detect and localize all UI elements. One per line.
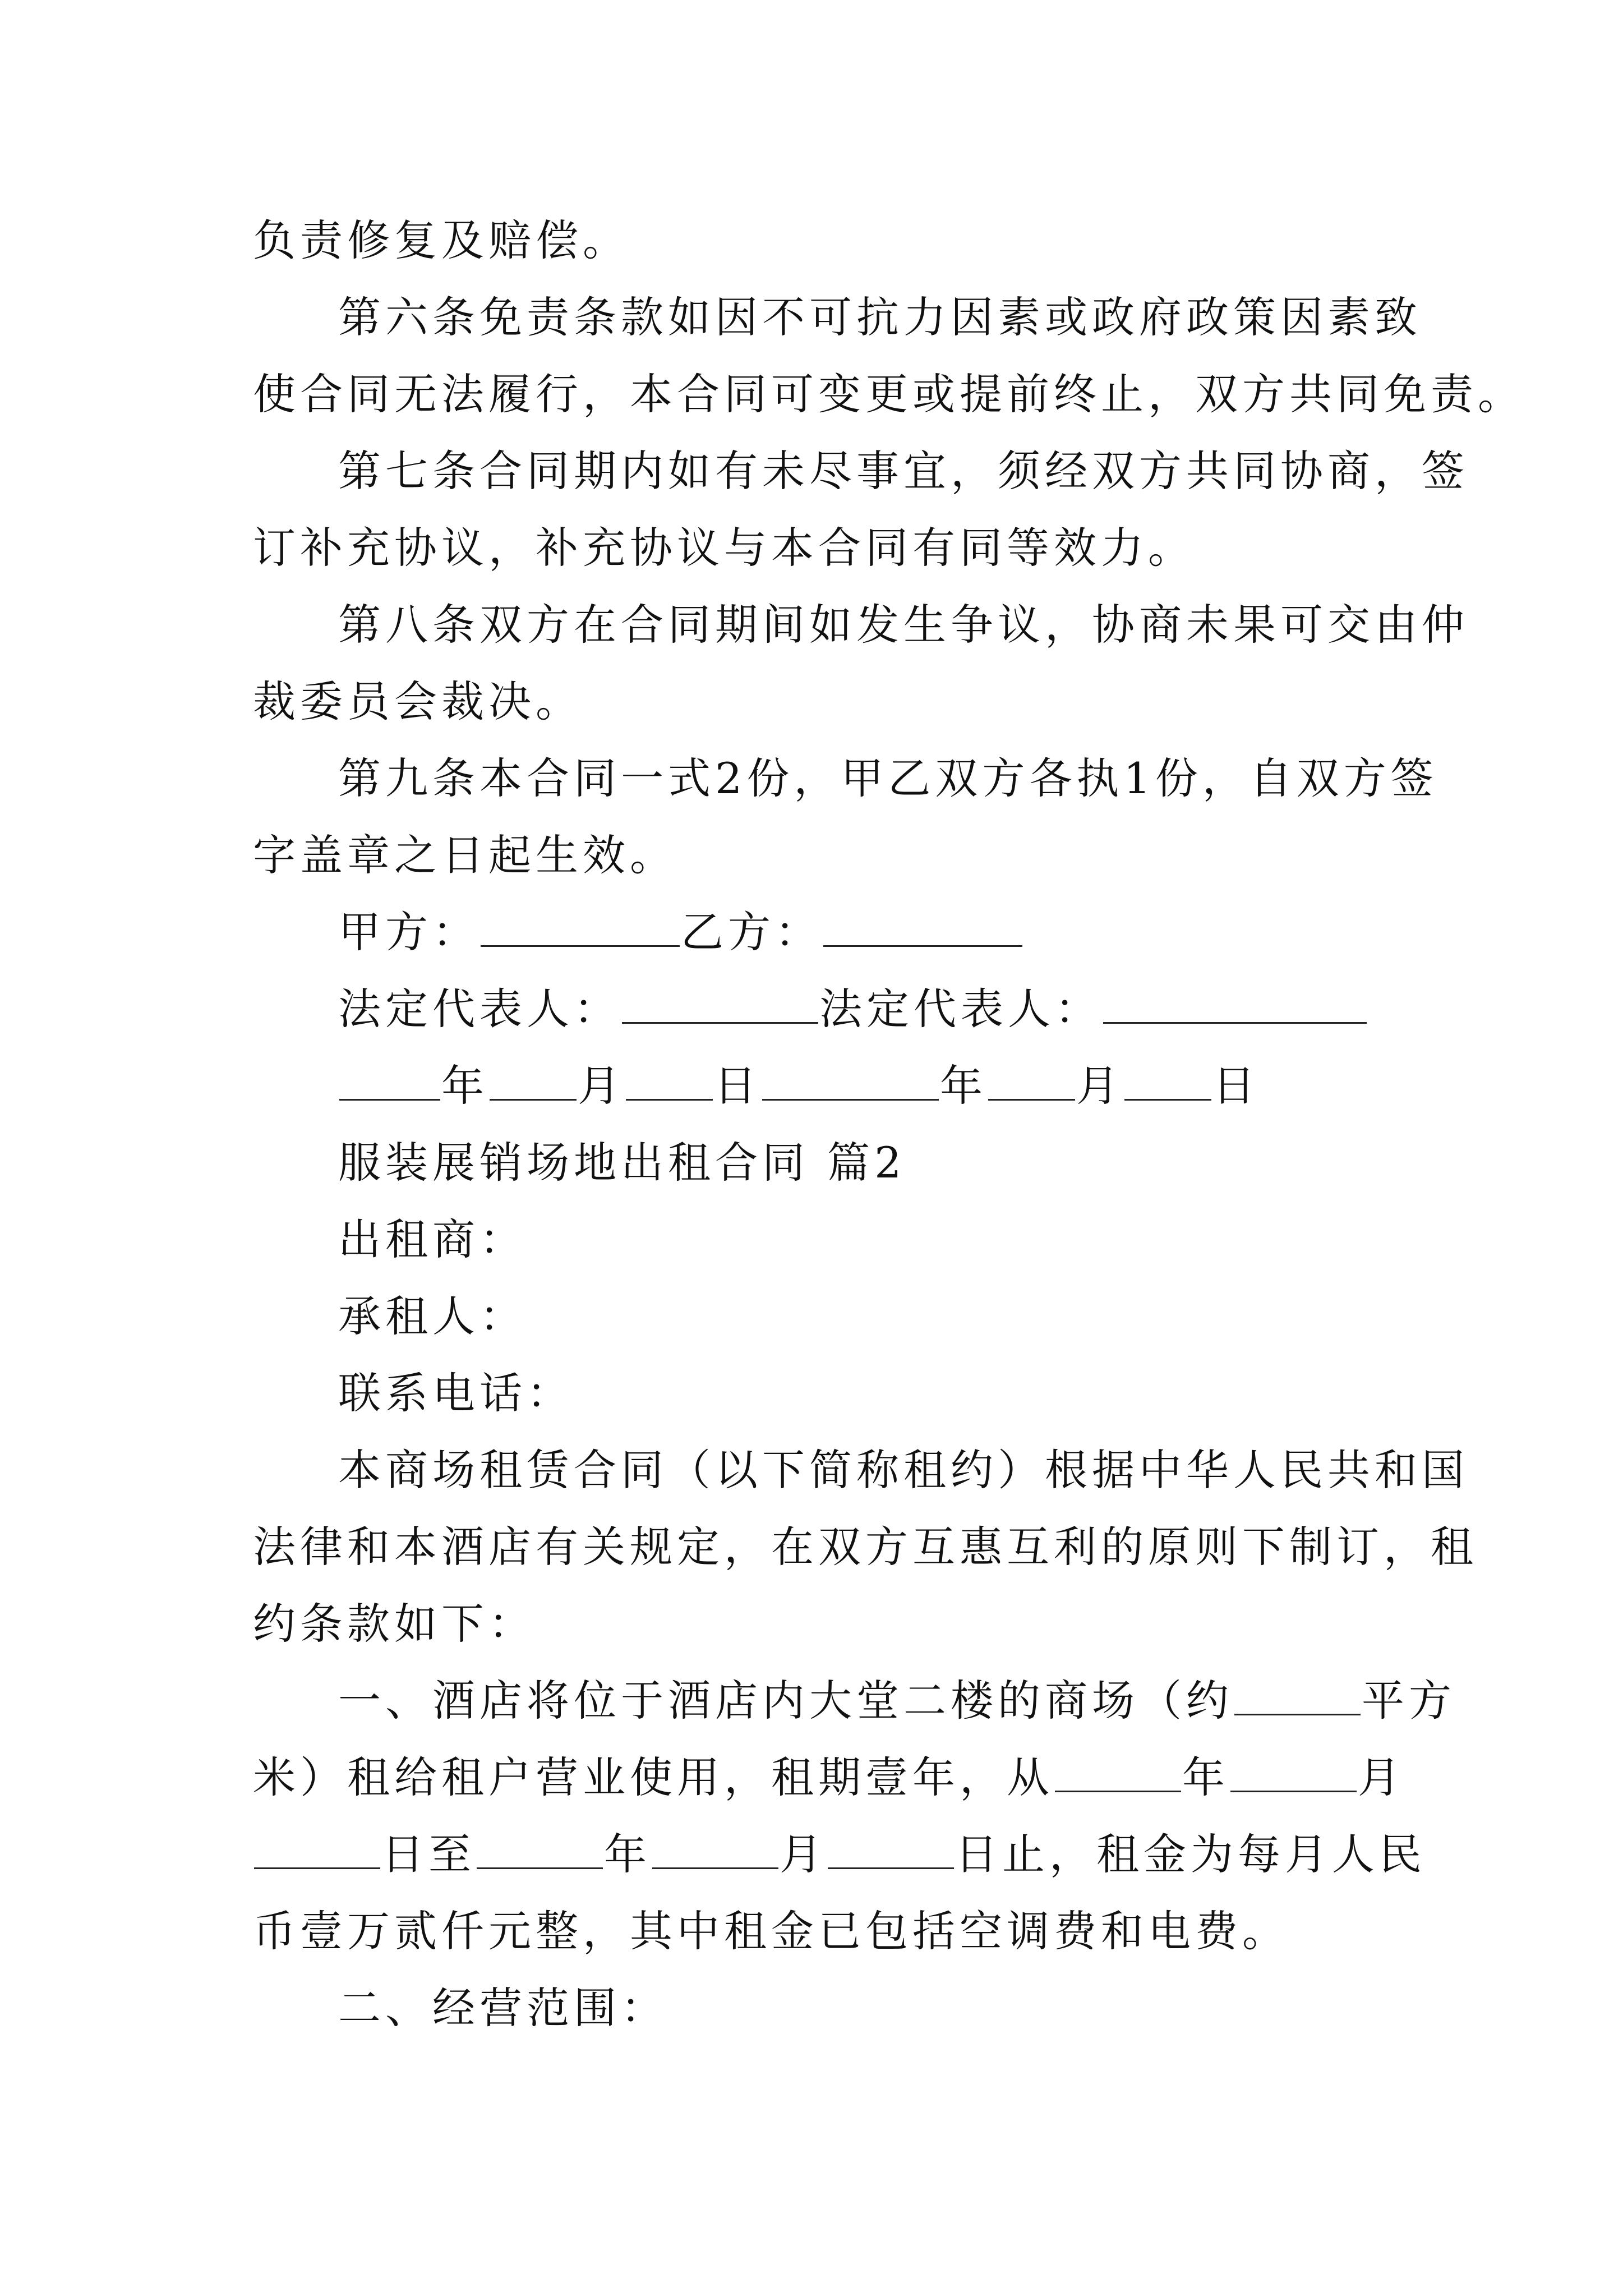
clause-1-text-a: 一、酒店将位于酒店内大堂二楼的商场（约 [338, 1676, 1233, 1726]
clause-9-line-1: 第九条本合同一式2份，甲乙双方各执1份，自双方签 [338, 753, 1438, 803]
day-end-label: 日止，租金为每月人民 [955, 1829, 1426, 1879]
start-month-blank[interactable] [1230, 1751, 1357, 1792]
legal-rep-b-label: 法定代表人： [819, 984, 1102, 1034]
lessee-line: 承租人： [338, 1291, 527, 1341]
section-2-title: 服装展销场地出租合同 篇2 [338, 1138, 906, 1188]
clause-1-line-2 [253, 1739, 1405, 1816]
clause-1-line-4: 币壹万贰仟元整，其中租金已包括空调费和电费。 [253, 1906, 1289, 1956]
start-day-blank[interactable] [254, 1828, 380, 1869]
day-b-blank[interactable] [1124, 1060, 1211, 1101]
intro-line-1: 本商场租赁合同（以下简称租约）根据中华人民共和国 [338, 1445, 1469, 1495]
clause-8-line-1: 第八条双方在合同期间如发生争议，协商未果可交由仲 [338, 600, 1469, 650]
month-a-blank[interactable] [490, 1060, 577, 1101]
party-b-label: 乙方： [681, 907, 822, 957]
end-month-blank[interactable] [652, 1828, 778, 1869]
year-a-blank[interactable] [339, 1060, 440, 1101]
legal-rep-a-blank[interactable] [622, 983, 818, 1024]
intro-line-2: 法律和本酒店有关规定，在双方互惠互利的原则下制订，租 [253, 1522, 1478, 1572]
month-b-blank[interactable] [988, 1060, 1075, 1101]
legal-rep-b-blank[interactable] [1103, 983, 1367, 1024]
day-to-label: 日至 [381, 1829, 476, 1879]
start-year-label: 年 [1182, 1752, 1229, 1802]
legal-rep-line [253, 970, 1385, 1047]
clause-1-text-b: 平方 [1362, 1676, 1456, 1726]
clause-1-line-1 [253, 1662, 1456, 1739]
end-month-label: 月 [780, 1829, 827, 1879]
clause-1-text-c: 米）租给租户营业使用，租期壹年，从 [253, 1752, 1054, 1802]
month-a-label: 月 [578, 1061, 625, 1111]
contract-clauses [253, 202, 1525, 2046]
year-b-label: 年 [940, 1061, 987, 1111]
text-line: 负责修复及赔偿。 [253, 215, 630, 265]
legal-rep-a-label: 法定代表人： [338, 984, 621, 1034]
start-year-blank[interactable] [1055, 1751, 1181, 1792]
area-blank[interactable] [1234, 1674, 1361, 1715]
clause-9-line-2: 字盖章之日起生效。 [253, 830, 677, 880]
party-a-label: 甲方： [338, 907, 479, 957]
year-b-blank[interactable] [762, 1060, 939, 1101]
party-a-blank[interactable] [481, 906, 680, 947]
clause-7-line-1: 第七条合同期内如有未尽事宜，须经双方共同协商，签 [338, 446, 1469, 496]
phone-line: 联系电话： [338, 1368, 574, 1418]
end-day-blank[interactable] [828, 1828, 954, 1869]
party-b-blank[interactable] [823, 906, 1022, 947]
clause-6-line-1: 第六条免责条款如因不可抗力因素或政府政策因素致 [338, 292, 1422, 342]
clause-7-line-2: 订补充协议，补充协议与本合同有同等效力。 [253, 523, 1195, 573]
day-a-blank[interactable] [626, 1060, 713, 1101]
end-year-blank[interactable] [477, 1828, 603, 1869]
lessor-line: 出租商： [338, 1214, 527, 1264]
start-month-label: 月 [1358, 1752, 1405, 1802]
clause-1-line-3 [253, 1816, 1426, 1893]
end-year-label: 年 [604, 1829, 651, 1879]
clause-6-line-2: 使合同无法履行，本合同可变更或提前终止，双方共同免责。 [253, 369, 1525, 419]
party-signature-line [253, 894, 1385, 970]
day-a-label: 日 [714, 1061, 761, 1111]
date-line [253, 1047, 1385, 1124]
day-b-label: 日 [1212, 1061, 1260, 1111]
intro-line-3: 约条款如下： [253, 1599, 536, 1649]
clause-8-line-2: 裁委员会裁决。 [253, 677, 583, 726]
clause-2-line: 二、经营范围： [338, 1983, 668, 2033]
year-a-label: 年 [441, 1061, 488, 1111]
month-b-label: 月 [1076, 1061, 1123, 1111]
